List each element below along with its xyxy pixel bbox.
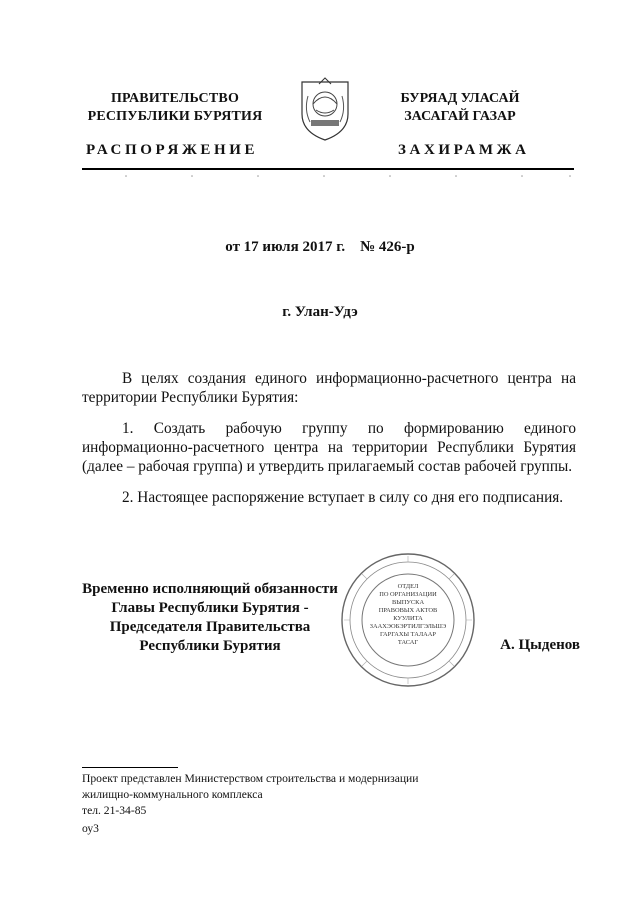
header-left-line2: РЕСПУБЛИКИ БУРЯТИЯ (87, 109, 263, 124)
order-title-ru: РАСПОРЯЖЕНИЕ (86, 142, 259, 158)
signatory-title (60, 580, 360, 656)
footer-line1: Проект представлен Министерством строительства и модернизации (82, 772, 419, 785)
header-divider (82, 168, 574, 170)
document-body (82, 369, 576, 519)
signatory-title-line2: Главы Республики Бурятия - (111, 600, 309, 616)
footnote-divider (82, 767, 178, 768)
emblem-icon (298, 76, 352, 142)
stamp-text-5: КУУЛИТА (393, 615, 423, 622)
stamp-text-6: ЗААХЭОБЭРТИЛГЭЛЬШЭ (369, 623, 447, 630)
stamp-text-8: ТАСАГ (397, 639, 419, 646)
stamp-text-7: ГАРГАХЫ ТАЛААР (380, 631, 436, 638)
dotted-divider (82, 172, 574, 180)
footer-note (82, 771, 502, 819)
footer-line2: жилищно-коммунального комплекса (82, 788, 263, 801)
stamp-text-3: ВЫПУСКА (391, 599, 425, 606)
signatory-name: А. Цыденов (500, 637, 580, 653)
header-left-line1: ПРАВИТЕЛЬСТВО (110, 91, 240, 106)
document-date-number: от 17 июля 2017 г. № 426-р (225, 239, 415, 255)
paragraph-intro: В целях создания единого информационно-расчетного центра на территории Республики Бурятия: (82, 370, 576, 406)
official-stamp (340, 552, 476, 688)
header-left (60, 90, 290, 126)
signatory-title-line1: Временно исполняющий обязанности (82, 581, 338, 597)
footer-phone: тел. 21-34-85 (82, 804, 147, 817)
signatory-title-line4: Республики Бурятия (139, 638, 281, 654)
paragraph-item-1: 1. Создать рабочую группу по формированию единого информационно-расчетного центра на территории Республики Бурятия (далее – рабочая группа) и утвердить прилагаемый состав рабочей группы. (82, 420, 576, 475)
signatory-title-line3: Председателя Правительства (109, 619, 311, 635)
header-right-line1: БУРЯАД УЛАСАЙ (400, 91, 520, 106)
stamp-text-2: ПО ОРГАНИЗАЦИИ (379, 591, 437, 598)
paragraph-item-2: 2. Настоящее распоряжение вступает в силу со дня его подписания. (122, 489, 564, 506)
stamp-text-4: ПРАВОВЫХ АКТОВ (378, 607, 438, 614)
order-title-bua: ЗАХИРАМЖА (398, 142, 530, 158)
header-right (345, 90, 575, 126)
document-city: г. Улан-Удэ (282, 304, 358, 320)
stamp-text-1: ОТДЕЛ (397, 583, 419, 590)
footer-code: оу3 (82, 822, 99, 835)
header-right-line2: ЗАСАГАЙ ГАЗАР (404, 109, 516, 124)
